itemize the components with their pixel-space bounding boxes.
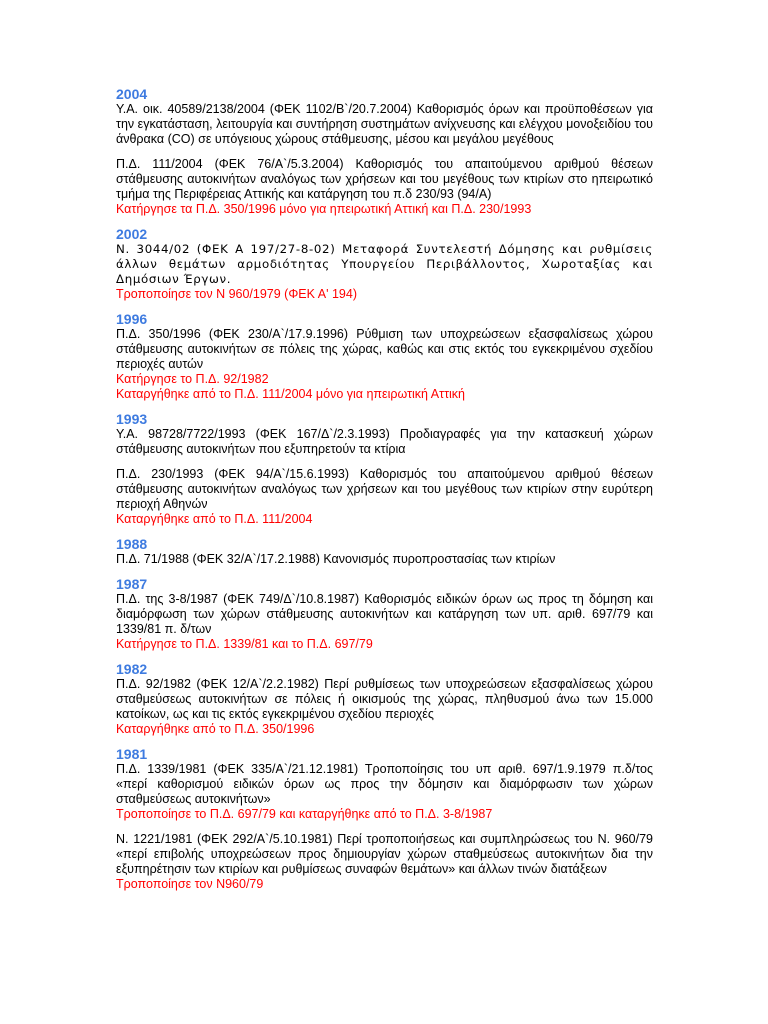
amendment-note: Τροποποίησε τον Ν960/79 — [116, 877, 264, 891]
year-section — [116, 746, 653, 892]
amendment-note: Καταργήθηκε από το Π.Δ. 350/1996 — [116, 722, 315, 736]
law-description: Π.Δ. 1339/1981 (ΦΕΚ 335/Α`/21.12.1981) Τροποποίησις του υπ αριθ. 697/1.9.1979 π.δ/τος «περί καθορισμού ειδικών όρων ως προς την δόμησιν και διαμόρφωσιν των χώρων σταθμεύσεως αυτοκινήτων» — [116, 762, 653, 806]
law-description: Π.Δ. 111/2004 (ΦΕΚ 76/Α`/5.3.2004) Καθορισμός του απαιτούμενου αριθμού θέσεων στάθμευσης αυτοκινήτων αναλόγως των χρήσεων και του μεγέθους των κτιρίων στο ηπειρωτικό τμήμα της Περιφέρειας Αττικής και κατάργηση του π.δ 230/93 (94/Α) — [116, 157, 653, 201]
year-heading: 1993 — [116, 411, 148, 427]
amendment-note: Τροποποίησε τον Ν 960/1979 (ΦΕΚ Α' 194) — [116, 287, 357, 301]
year-section — [116, 411, 653, 527]
year-heading: 2004 — [116, 86, 148, 102]
law-entry — [116, 102, 653, 147]
law-entry — [116, 832, 653, 892]
law-description: Π.Δ. της 3-8/1987 (ΦΕΚ 749/Δ`/10.8.1987) Καθορισμός ειδικών όρων ως προς τη δόμηση και διαμόρφωση των χώρων στάθμευσης αυτοκινήτων και κατάργηση των υπ. αριθ. 697/79 και 1339/81 π. δ/των — [116, 592, 653, 636]
year-section — [116, 536, 653, 567]
law-entry — [116, 157, 653, 217]
law-entry — [116, 762, 653, 822]
year-section — [116, 661, 653, 737]
law-description: Υ.Α. οικ. 40589/2138/2004 (ΦΕΚ 1102/Β`/20.7.2004) Καθορισμός όρων και προϋποθέσεων για την εγκατάσταση, λειτουργία και συντήρηση συστημάτων ανίχνευσης και ελέγχου μονοξειδίου του άνθρακα (CO) σε υπόγειους χώρους στάθμευσης, μέσου και μεγάλου μεγέθους — [116, 102, 653, 146]
year-heading: 1987 — [116, 576, 148, 592]
amendment-note: Κατήργησε τα Π.Δ. 350/1996 μόνο για ηπειρωτική Αττική και Π.Δ. 230/1993 — [116, 202, 532, 216]
law-entry — [116, 592, 653, 652]
law-description: Π.Δ. 230/1993 (ΦΕΚ 94/Α`/15.6.1993) Καθορισμός του απαιτούμενου αριθμού θέσεων στάθμευσης αυτοκινήτων αναλόγως των χρήσεων και του μεγέθους των κτιρίων στην ευρύτερη περιοχή Αθηνών — [116, 467, 653, 511]
year-heading: 2002 — [116, 226, 148, 242]
law-description: Π.Δ. 92/1982 (ΦΕΚ 12/Α`/2.2.1982) Περί ρυθμίσεως των υποχρεώσεων εξασφαλίσεως χώρου σταθμεύσεως αυτοκινήτων σε πόλεις ή οικισμούς της χώρας, πληθυσμού άνω των 15.000 κατοίκων, ως και τις εκτός εγκεκριμένου σχεδίου περιοχές — [116, 677, 653, 721]
year-section — [116, 86, 653, 217]
law-entry — [116, 427, 653, 457]
law-entry — [116, 467, 653, 527]
legislation-list — [116, 86, 653, 901]
law-entry — [116, 242, 653, 302]
law-entry — [116, 552, 653, 567]
amendment-note: Τροποποίησε το Π.Δ. 697/79 και καταργήθηκε από το Π.Δ. 3-8/1987 — [116, 807, 493, 821]
law-entry — [116, 327, 653, 402]
law-description: Π.Δ. 71/1988 (ΦΕΚ 32/Α`/17.2.1988) Κανονισμός πυροπροστασίας των κτιρίων — [116, 552, 556, 566]
amendment-note: Καταργήθηκε από το Π.Δ. 111/2004 — [116, 512, 313, 526]
amendment-note: Κατήργησε το Π.Δ. 1339/81 και το Π.Δ. 697/79 — [116, 637, 373, 651]
year-heading: 1988 — [116, 536, 148, 552]
year-section — [116, 576, 653, 652]
year-heading: 1996 — [116, 311, 148, 327]
law-description: Π.Δ. 350/1996 (ΦΕΚ 230/Α`/17.9.1996) Ρύθμιση των υποχρεώσεων εξασφαλίσεως χώρου στάθμευσης αυτοκινήτων σε πόλεις της χώρας, καθώς και στις εκτός του εγκεκριμένου σχεδίου περιοχές αυτών — [116, 327, 653, 371]
law-description: Ν. 1221/1981 (ΦΕΚ 292/Α`/5.10.1981) Περί τροποποιήσεως και συμπληρώσεως του Ν. 960/79 «περί επιβολής υποχρεώσεων προς δημιουργίαν χώρων σταθμεύσεως αυτοκινήτων δια την εξυπηρέτησιν των κτιρίων και ρυθμίσεως συναφών θεμάτων» και άλλων τινών διατάξεων — [116, 832, 653, 876]
year-heading: 1981 — [116, 746, 148, 762]
year-heading: 1982 — [116, 661, 148, 677]
law-entry — [116, 677, 653, 737]
law-description: Υ.Α. 98728/7722/1993 (ΦΕΚ 167/Δ`/2.3.1993) Προδιαγραφές για την κατασκευή χώρων στάθμευσης αυτοκινήτων που εξυπηρετούν τα κτίρια — [116, 427, 653, 456]
year-section — [116, 226, 653, 302]
amendment-note: Καταργήθηκε από το Π.Δ. 111/2004 μόνο για ηπειρωτική Αττική — [116, 387, 465, 401]
amendment-note: Κατήργησε το Π.Δ. 92/1982 — [116, 372, 269, 386]
law-description: Ν. 3044/02 (ΦΕΚ Α 197/27-8-02) Μεταφορά Συντελεστή Δόμησης και ρυθμίσεις άλλων θεμάτων αρμοδιότητας Υπουργείου Περιβάλλοντος, Χωροταξίας και Δημόσιων Έργων. — [116, 242, 653, 286]
year-section — [116, 311, 653, 402]
